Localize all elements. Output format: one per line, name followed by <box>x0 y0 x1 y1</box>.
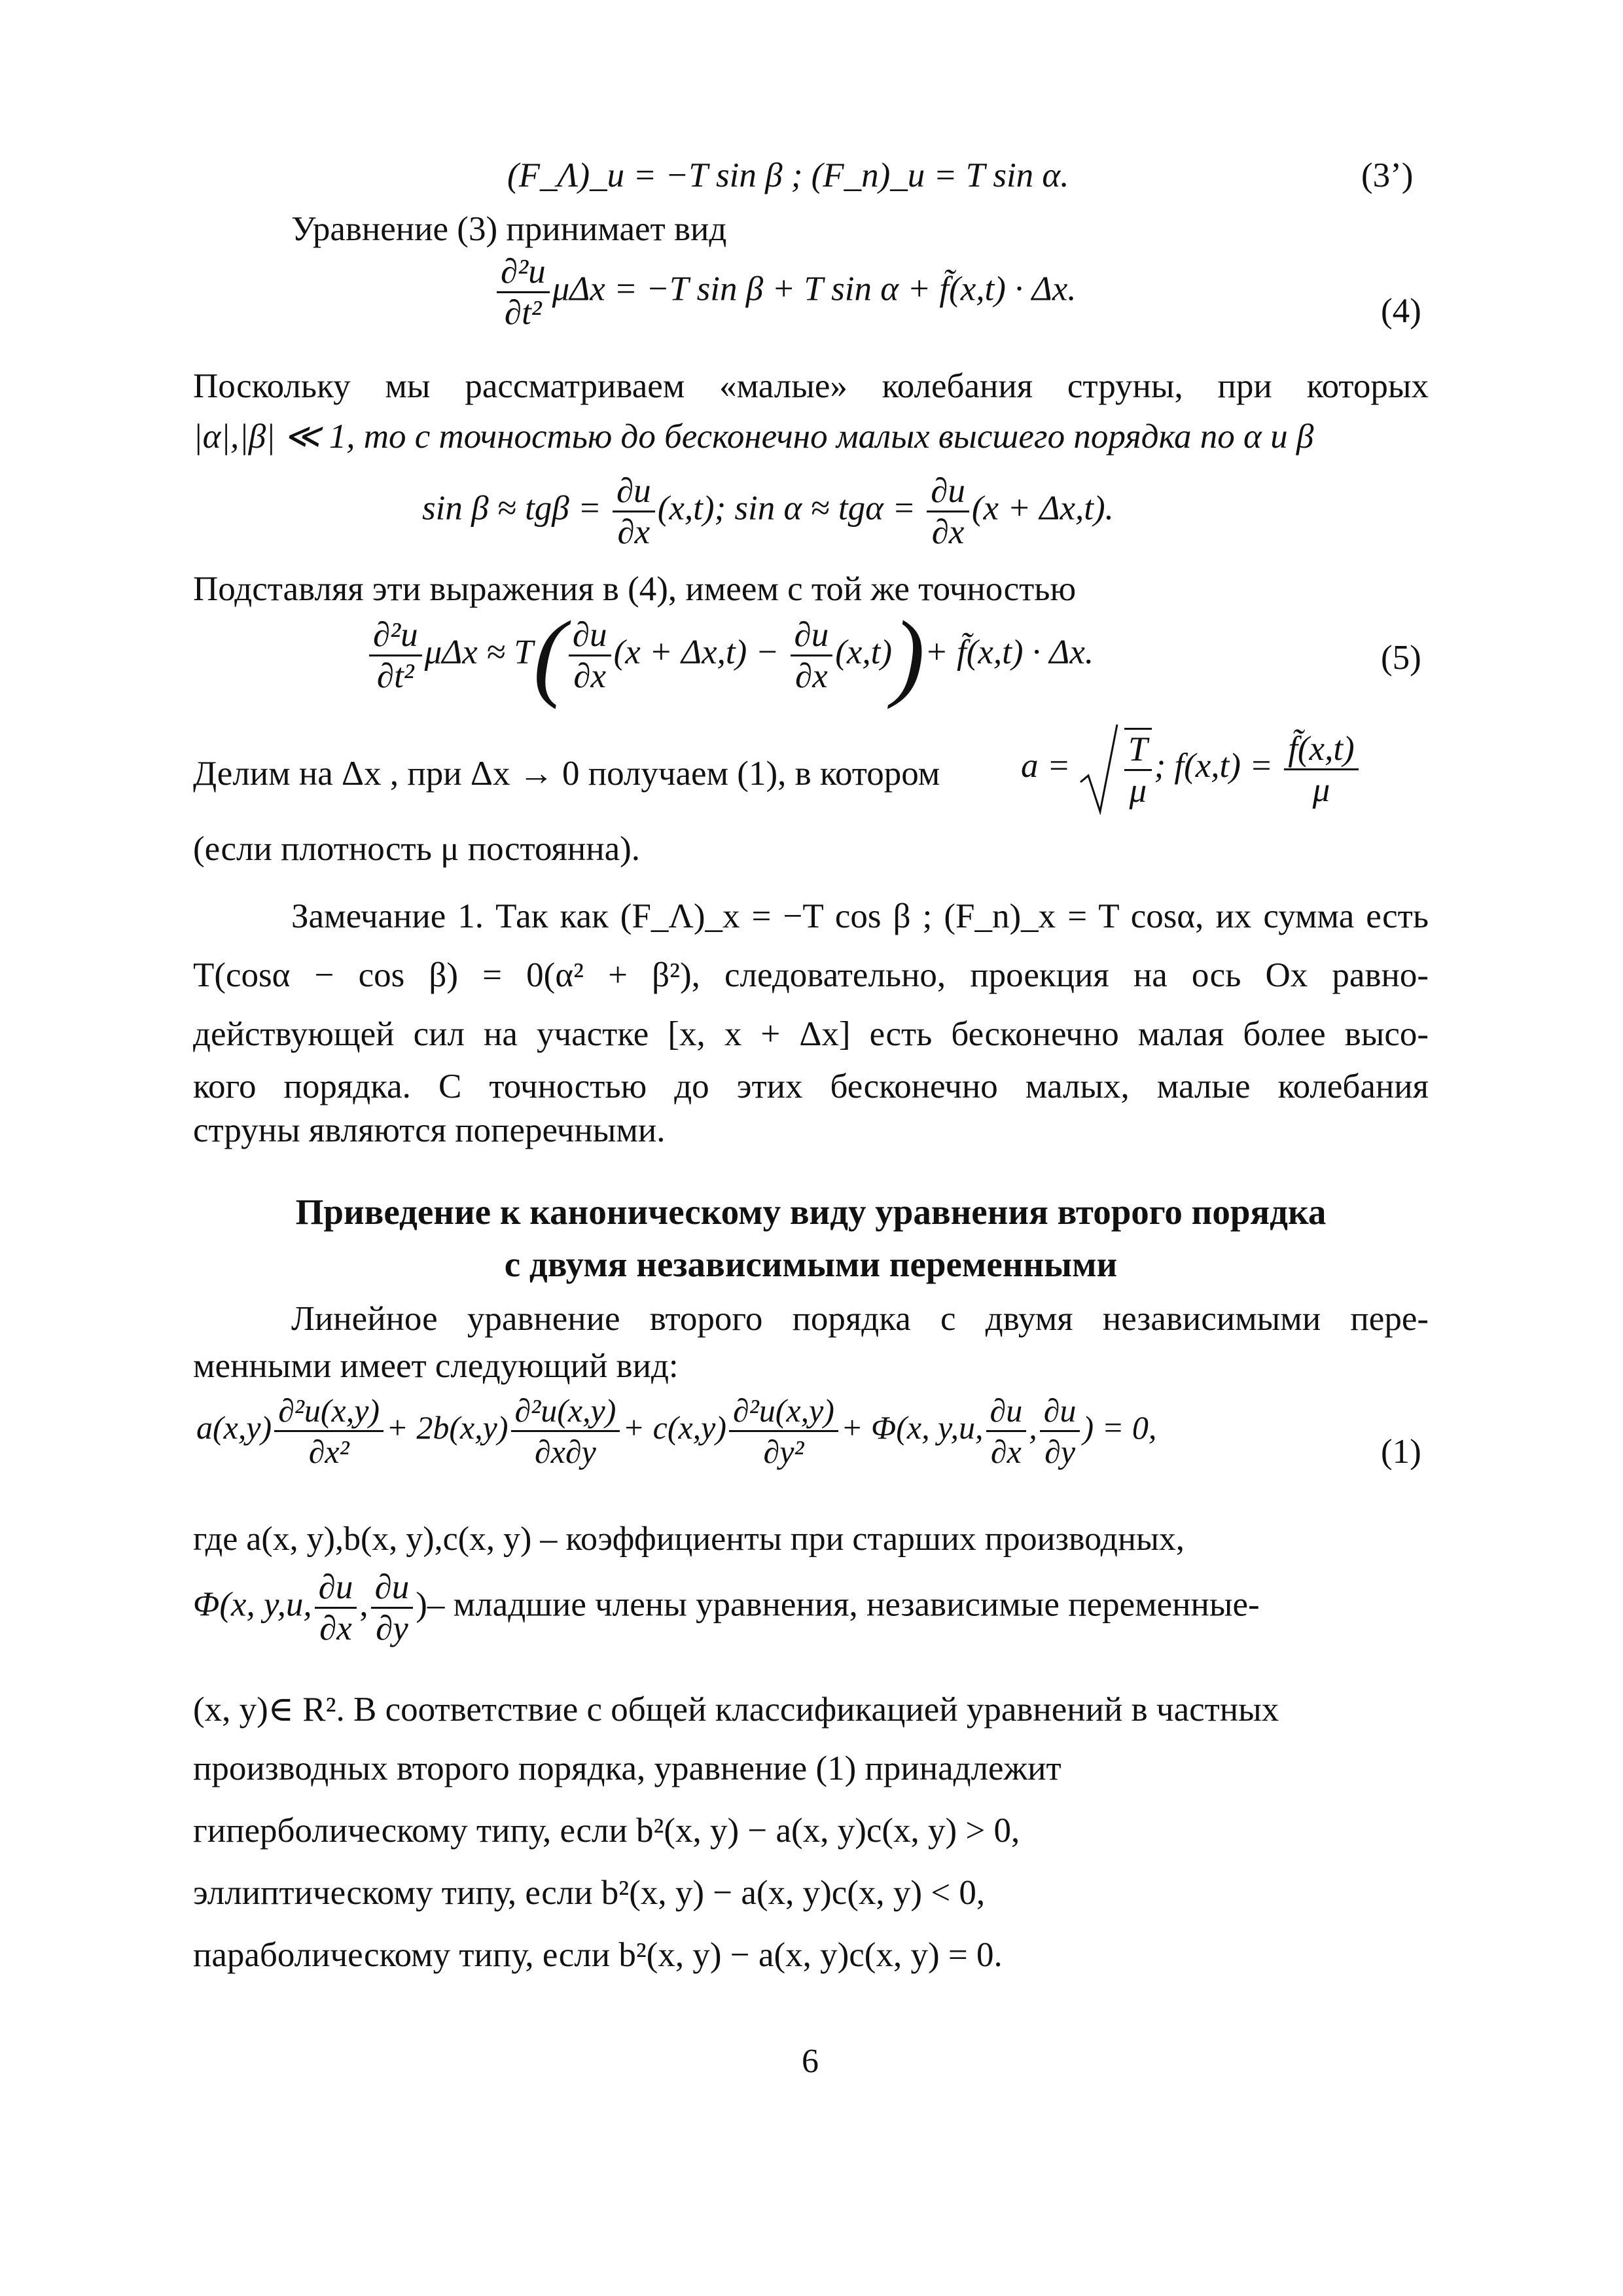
equation-number-3-prime: (3’) <box>1361 156 1414 194</box>
equation-number-4: (4) <box>1381 292 1421 330</box>
equation-sin-approx: sin β ≈ tgβ = $\frac{\partial u}{\partial x}$ (x,t); sin α ≈ tgα = $\frac{\partial u}{\partial x}$ (x + Δx,t). <box>422 472 1114 551</box>
equation-number-5: (5) <box>1381 639 1421 677</box>
text-eq3-intro: Уравнение (3) принимает вид <box>291 210 727 248</box>
text-classification-line2: производных второго порядка, уравнение (1) принадлежит <box>193 1749 1061 1787</box>
fraction-du-dx-5a: $\frac{\partial u}{\partial x}$ <box>569 615 611 696</box>
equation-1-general: a(x,y) $\frac{\text{∂²u(x,y)}}{\text{∂x²}}$ + 2b(x,y) $\frac{\text{∂²u(x,y)}}{\partial x\partial y}$ + c(x,y) $\frac{\text{∂²u(x,y)}}{\text{∂y²}}$ + Φ(x, y,u, $\frac{\partial u}{\partial x}$ , $\frac{\partial u}{\partial y}$ ) = 0, <box>196 1392 1157 1470</box>
fraction-du-dx-eq1: $\frac{\partial u}{\partial x}$ <box>986 1391 1027 1471</box>
remark-1-line2: T(cosα − cos β) = 0(α² + β²), следовательно, проекция на ось Ox равно- <box>193 956 1429 994</box>
equation-a-and-f-def: a = $\frac{T}{\mu}$ ; f(x,t) = $\frac{f̃(x,t)}{\mu}$ <box>1021 723 1361 815</box>
remark-1-line5: струны являются поперечными. <box>193 1111 666 1149</box>
equation-number-1: (1) <box>1381 1433 1421 1471</box>
sqrt-sign <box>1079 723 1118 815</box>
fraction-d2u-dt2: $\frac{\text{∂²u}}{\text{∂t²}}$ <box>497 252 550 332</box>
text-type-elliptic: эллиптическому типу, если b²(x, y) − a(x, y)c(x, y) < 0, <box>193 1874 986 1912</box>
section-heading-line1: Приведение к каноническому виду уравнения второго порядка <box>295 1192 1327 1232</box>
text-lower-terms: Φ(x, y,u, $\frac{\partial u}{\partial x}$ , $\frac{\partial u}{\partial y}$ )– младшие члены уравнения, независимые переменные- <box>193 1568 1260 1647</box>
text-density-constant: (если плотность μ постоянна). <box>193 830 640 868</box>
paragraph-small-oscillations-line1: Поскольку мы рассматриваем «малые» колебания струны, при которых <box>193 367 1429 405</box>
remark-1-line4: кого порядка. С точностью до этих бесконечно малых, малые колебания <box>193 1067 1429 1105</box>
fraction-d2u-dt2-5: $\frac{\text{∂²u}}{\text{∂t²}}$ <box>369 615 422 696</box>
fraction-du-dy-where: $\frac{\partial u}{\partial y}$ <box>371 1568 414 1648</box>
text-divide-by-dx: Делим на Δx , при Δx → 0 получаем (1), в котором <box>193 755 940 793</box>
section-heading-line2: с двумя независимыми переменными <box>504 1244 1118 1284</box>
equation-4: $\frac{\text{∂²u}}{\text{∂t²}}$ μΔx = −T sin β + T sin α + f̃(x,t) · Δx. <box>494 252 1077 332</box>
paragraph-small-oscillations-line2: |α|,|β| ≪ 1, то с точностью до бесконечно малых высшего порядка по α и β <box>193 418 1314 456</box>
equation-5: $\frac{\text{∂²u}}{\text{∂t²}}$ μΔx ≈ T( $\frac{\partial u}{\partial x}$ (x + Δx,t) − $\frac{\partial u}{\partial x}$ (x,t))+ f̃(x,t) · Δx. <box>366 615 1094 696</box>
equation-3-prime: (F_Λ)_u = −T sin β ; (F_n)_u = T sin α. <box>507 156 1069 194</box>
fraction-d2u-dx2: $\frac{\text{∂²u(x,y)}}{\text{∂x²}}$ <box>274 1391 383 1471</box>
page-number: 6 <box>802 2043 819 2080</box>
text-classification-line1: (x, y)∈ R². В соответствие с общей классификацией уравнений в частных <box>193 1691 1279 1729</box>
right-paren: ) <box>892 601 925 710</box>
text-type-parabolic: параболическому типу, если b²(x, y) − a(x, y)c(x, y) = 0. <box>193 1936 1003 1974</box>
linear-eq-intro-line1: Линейное уравнение второго порядка с двумя независимыми пере- <box>291 1300 1429 1338</box>
fraction-d2u-dxdy: $\frac{\text{∂²u(x,y)}}{\partial x\partial y}$ <box>511 1391 620 1471</box>
fraction-du-dy-eq1: $\frac{\partial u}{\partial y}$ <box>1040 1391 1080 1471</box>
fraction-du-dx: $\frac{\partial u}{\partial x}$ <box>613 471 655 552</box>
fraction-du-dx-2: $\frac{\partial u}{\partial x}$ <box>927 471 969 552</box>
linear-eq-intro-line2: менными имеет следующий вид: <box>193 1347 679 1385</box>
text-where-coefficients: где a(x, y),b(x, y),c(x, y) – коэффициенты при старших производных, <box>193 1520 1185 1558</box>
fraction-f-over-mu: $\frac{f̃(x,t)}{\mu}$ <box>1284 729 1359 810</box>
text-substituting: Подставляя эти выражения в (4), имеем с той же точностью <box>193 570 1077 608</box>
sqrt-t-over-mu: $\frac{T}{\mu}$ <box>1079 723 1154 815</box>
fraction-du-dx-where: $\frac{\partial u}{\partial x}$ <box>315 1568 357 1648</box>
text-type-hyperbolic: гиперболическому типу, если b²(x, y) − a(x, y)c(x, y) > 0, <box>193 1812 1020 1850</box>
fraction-du-dx-5b: $\frac{\partial u}{\partial x}$ <box>791 615 833 696</box>
left-paren: ( <box>533 601 566 710</box>
remark-1-line1: Замечание 1. Так как (F_Λ)_x = −T cos β ; (F_n)_x = T cosα, их сумма есть <box>291 897 1429 935</box>
remark-1-line3: действующей сил на участке [x, x + Δx] есть бесконечно малая более высо- <box>193 1015 1429 1053</box>
fraction-d2u-dy2: $\frac{\text{∂²u(x,y)}}{\text{∂y²}}$ <box>729 1391 838 1471</box>
